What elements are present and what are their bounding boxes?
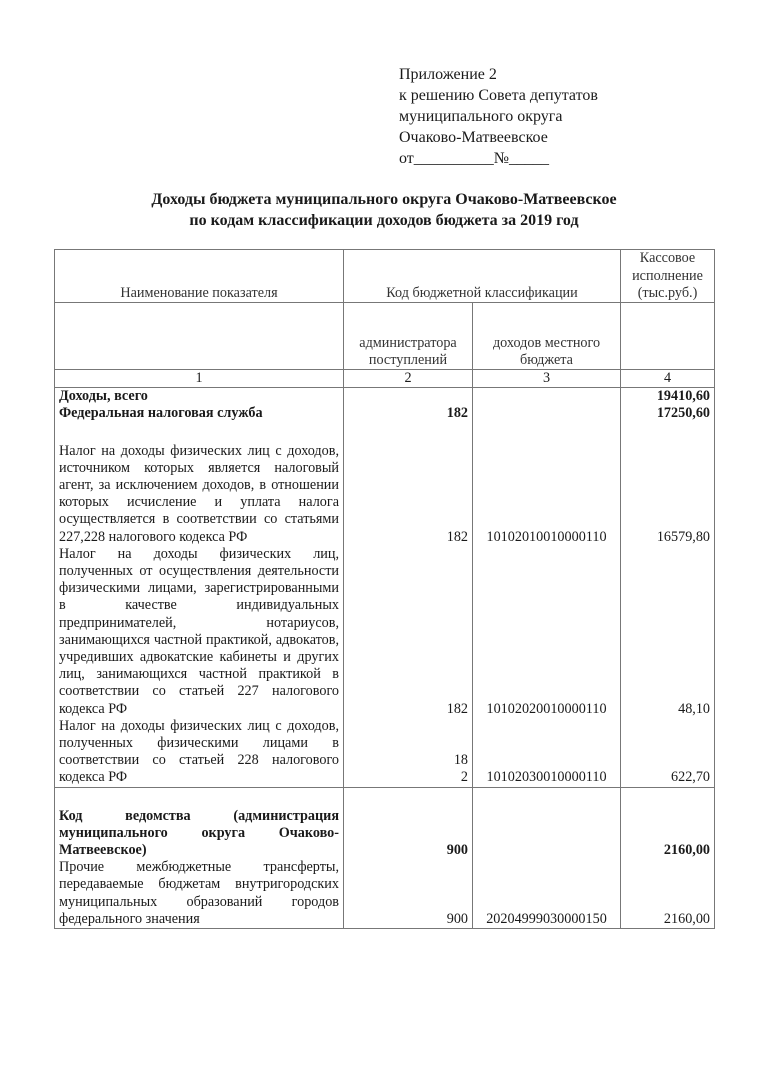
- table-row: [55, 718, 715, 787]
- row-name: Доходы, всего: [55, 388, 344, 406]
- column-number-row: [55, 370, 715, 388]
- row-admin: 182: [344, 405, 473, 422]
- row-admin: [344, 388, 473, 406]
- table-row: [55, 443, 715, 546]
- row-name: Налог на доходы физических лиц, полученных от осуществления деятельности физическими лицами, зарегистрированными в качестве индивидуальных предпринимателей, нотариусов, занимающихся частной практикой, адвокатов, учредивших адвокатские кабинеты и других лиц, занимающихся частной практикой в соответствии со статьей 227 налогового кодекса РФ: [55, 546, 344, 718]
- subheader-empty: [621, 303, 715, 370]
- row-admin: 182: [344, 443, 473, 546]
- header-local: доходов местного бюджета: [473, 303, 621, 370]
- title-line-2: по кодам классификации доходов бюджета за 2019 год: [189, 212, 579, 229]
- row-name: Прочие межбюджетные трансферты, передаваемые бюджетам внутригородских муниципальных образований городов федерального значения: [55, 859, 344, 928]
- header-amount: Кассовое исполнение (тыс.руб.): [621, 250, 715, 303]
- header-row: [55, 250, 715, 303]
- row-amount: 19410,60: [621, 388, 715, 406]
- appendix-line: от__________№_____: [399, 150, 550, 167]
- row-amount: 2160,00: [621, 808, 715, 860]
- income-table: [54, 249, 715, 929]
- appendix-line: муниципального округа: [399, 108, 563, 125]
- row-admin: 900: [344, 808, 473, 860]
- row-admin: 182: [344, 546, 473, 718]
- header-code-group: Код бюджетной классификации: [344, 250, 621, 303]
- appendix-line: Очаково-Матвеевское: [399, 129, 548, 146]
- row-code: [473, 405, 621, 422]
- row-code: 20204999030000150: [473, 859, 621, 928]
- appendix-line: к решению Совета депутатов: [399, 87, 598, 104]
- subheader-row: [55, 303, 715, 370]
- table-row: [55, 546, 715, 718]
- subheader-empty: [55, 303, 344, 370]
- row-admin-line-1: 18: [453, 752, 468, 769]
- column-number: 4: [621, 370, 715, 388]
- header-name: Наименование показателя: [55, 250, 344, 303]
- table-row: [55, 405, 715, 422]
- column-number: 3: [473, 370, 621, 388]
- table-row: [55, 859, 715, 928]
- row-name: Налог на доходы физических лиц с доходов, источником которых является налоговый агент, за исключением доходов, в отношении которых исчисление и уплата налога осуществляется в соответствии со статьями 227,228 налогового кодекса РФ: [55, 443, 344, 546]
- row-name: Федеральная налоговая служба: [55, 405, 344, 422]
- row-name: Код ведомства (администрация муниципального округа Очаково-Матвеевское): [55, 808, 344, 860]
- row-code: [473, 388, 621, 406]
- spacer-row: [55, 787, 715, 808]
- table-row: [55, 388, 715, 406]
- row-admin: 900: [344, 859, 473, 928]
- row-amount: 2160,00: [621, 859, 715, 928]
- header-admin: администратора поступлений: [344, 303, 473, 370]
- column-number: 2: [344, 370, 473, 388]
- spacer-row: [55, 423, 715, 443]
- row-admin-line-2: 2: [460, 769, 468, 786]
- row-amount: 622,70: [621, 718, 715, 787]
- table-row: [55, 808, 715, 860]
- row-name: Налог на доходы физических лиц с доходов, полученных физическими лицами в соответствии со статьей 228 налогового кодекса РФ: [55, 718, 344, 787]
- appendix-header: [399, 64, 598, 169]
- row-code: [473, 808, 621, 860]
- row-amount: 16579,80: [621, 443, 715, 546]
- row-amount: 48,10: [621, 546, 715, 718]
- row-admin: [344, 718, 473, 787]
- row-amount: 17250,60: [621, 405, 715, 422]
- row-code: 10102030010000110: [473, 718, 621, 787]
- column-number: 1: [55, 370, 344, 388]
- document-title: [54, 189, 714, 231]
- row-code: 10102010010000110: [473, 443, 621, 546]
- appendix-line: Приложение 2: [399, 66, 497, 83]
- title-line-1: Доходы бюджета муниципального округа Очаково-Матвеевское: [151, 191, 617, 208]
- row-code: 10102020010000110: [473, 546, 621, 718]
